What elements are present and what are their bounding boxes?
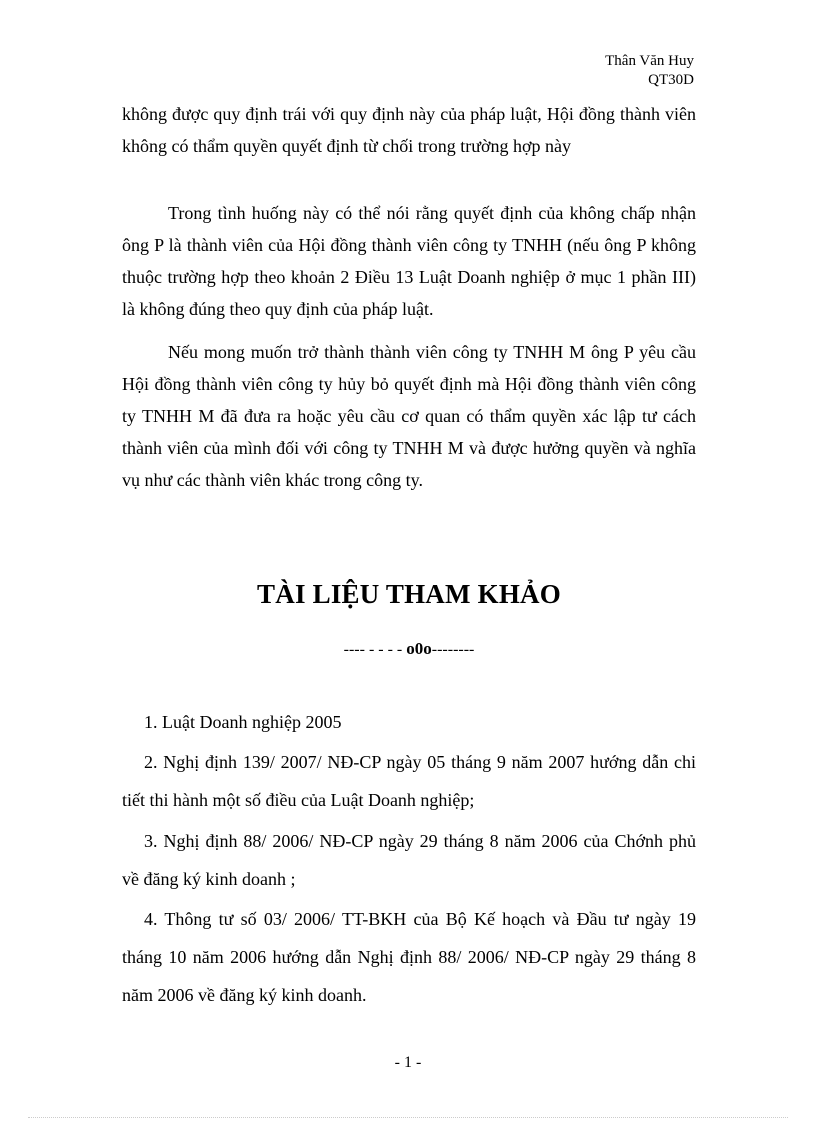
section-divider [122, 638, 696, 661]
body-paragraph-2: Trong tình huống này có thể nói rằng quyết định của không chấp nhận ông P là thành viên của Hội đồng thành viên công ty TNHH (nếu ông P không thuộc trường hợp theo khoản 2 Điều 13 Luật Doanh nghiệp ở mục 1 phần III) là không đúng theo quy định của pháp luật. [122, 203, 696, 319]
divider-left-dashes: ---- - - - - [343, 641, 403, 658]
page-number: - 1 - [394, 1054, 422, 1071]
reference-item-1: 1. Luật Doanh nghiệp 2005 [144, 712, 342, 732]
body-paragraph-1: không được quy định trái với quy định này của pháp luật, Hội đồng thành viên không có thẩm quyền quyết định từ chối trong trường hợp này [122, 104, 696, 156]
reference-item-3: 3. Nghị định 88/ 2006/ NĐ-CP ngày 29 tháng 8 năm 2006 của Chớnh phủ về đăng ký kinh doanh ; [122, 831, 696, 889]
references-heading: TÀI LIỆU THAM KHẢO [257, 579, 561, 609]
divider-right-dashes: -------- [431, 641, 475, 658]
reference-item-4: 4. Thông tư số 03/ 2006/ TT-BKH của Bộ Kế hoạch và Đầu tư ngày 19 tháng 10 năm 2006 hướng dẫn Nghị định 88/ 2006/ NĐ-CP ngày 29 tháng 8 năm 2006 về đăng ký kinh doanh. [122, 909, 696, 1005]
page-bottom-rule [28, 1117, 788, 1118]
body-paragraph-3: Nếu mong muốn trở thành thành viên công ty TNHH M ông P yêu cầu Hội đồng thành viên công ty hủy bỏ quyết định mà Hội đồng thành viên công ty TNHH M đã đưa ra hoặc yêu cầu cơ quan có thẩm quyền xác lập tư cách thành viên của mình đối với công ty TNHH M và được hưởng quyền và nghĩa vụ như các thành viên khác trong công ty. [122, 342, 696, 490]
divider-ornament: o0o [406, 639, 432, 658]
page-header [605, 52, 694, 90]
class-code: QT30D [648, 72, 694, 88]
author-name: Thân Văn Huy [605, 53, 694, 69]
reference-item-2: 2. Nghị định 139/ 2007/ NĐ-CP ngày 05 tháng 9 năm 2007 hướng dẫn chi tiết thi hành một số điều của Luật Doanh nghiệp; [122, 752, 696, 810]
